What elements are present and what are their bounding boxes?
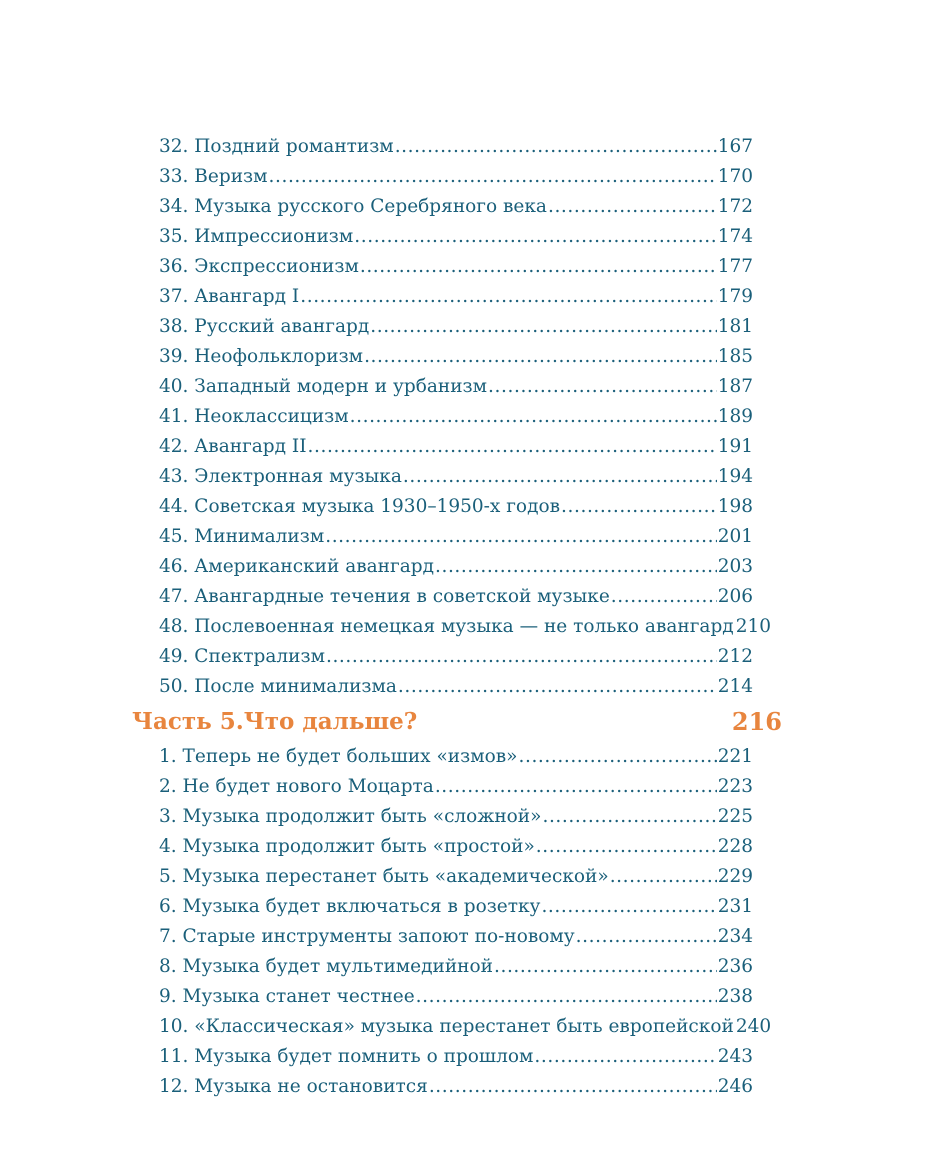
- toc-entry-page: 167: [717, 136, 753, 157]
- dot-leader: [326, 642, 717, 672]
- dot-leader: [370, 312, 716, 342]
- toc-entry-page: 206: [717, 586, 753, 607]
- toc-entry-page: 221: [717, 746, 753, 767]
- toc-entry-page: 189: [717, 406, 753, 427]
- toc-entry-page: 203: [717, 556, 753, 577]
- toc-entry[interactable]: [159, 772, 753, 802]
- toc-entry-title: 32. Поздний романтизм: [159, 136, 394, 157]
- dot-leader: [308, 432, 717, 462]
- toc-entry-title: 49. Спектрализм: [159, 646, 325, 667]
- dot-leader: [325, 522, 716, 552]
- toc-entry-title: 8. Музыка будет мультимедийной: [159, 956, 493, 977]
- toc-entry-title: 39. Неофольклоризм: [159, 346, 364, 367]
- toc-entry[interactable]: [159, 492, 753, 522]
- toc-entry-title: 43. Электронная музыка: [159, 466, 402, 487]
- toc-entry[interactable]: [159, 462, 753, 492]
- toc-entry[interactable]: [159, 892, 753, 922]
- toc-entry-page: 201: [717, 526, 753, 547]
- toc-entry-page: 214: [717, 676, 753, 697]
- toc-entry-page: 210: [735, 616, 771, 637]
- toc-entry-title: 6. Музыка будет включаться в розетку: [159, 896, 541, 917]
- dot-leader: [494, 952, 717, 982]
- dot-leader: [548, 192, 717, 222]
- toc-entry-title: 48. Послевоенная немецкая музыка — не только авангард: [159, 616, 734, 637]
- toc-entry[interactable]: [159, 862, 753, 892]
- toc-entry[interactable]: [159, 672, 753, 702]
- dot-leader: [354, 222, 716, 252]
- toc-entry[interactable]: [159, 192, 753, 222]
- toc-entry-page: 243: [717, 1046, 753, 1067]
- toc-entry-page: 172: [717, 196, 753, 217]
- toc-entry[interactable]: [159, 522, 753, 552]
- toc-entry-page: 170: [717, 166, 753, 187]
- dot-leader: [536, 832, 717, 862]
- dot-leader: [398, 672, 717, 702]
- toc-entry-page: 181: [717, 316, 753, 337]
- part-heading[interactable]: [132, 704, 782, 740]
- dot-leader: [488, 372, 717, 402]
- toc-entry-page: 228: [717, 836, 753, 857]
- toc-entry-title: 47. Авангардные течения в советской музыке: [159, 586, 610, 607]
- toc-entry[interactable]: [159, 1072, 753, 1102]
- toc-entry-title: 7. Старые инструменты запоют по-новому: [159, 926, 575, 947]
- dot-leader: [534, 1042, 716, 1072]
- dot-leader: [561, 492, 717, 522]
- toc-entry-title: 44. Советская музыка 1930–1950-х годов: [159, 496, 561, 517]
- toc-entry-page: 185: [717, 346, 753, 367]
- dot-leader: [269, 162, 717, 192]
- dot-leader: [610, 862, 717, 892]
- toc-entry[interactable]: [159, 982, 753, 1012]
- toc-entry-title: 37. Авангард I: [159, 286, 300, 307]
- toc-entry-page: 191: [717, 436, 753, 457]
- toc-entry-title: 33. Веризм: [159, 166, 268, 187]
- toc-entry-title: 40. Западный модерн и урбанизм: [159, 376, 488, 397]
- toc-entry-title: 5. Музыка перестанет быть «академической»: [159, 866, 609, 887]
- dot-leader: [403, 462, 717, 492]
- toc-entry-title: 2. Не будет нового Моцарта: [159, 776, 434, 797]
- toc-entry[interactable]: [159, 282, 753, 312]
- toc-entry-title: 10. «Классическая» музыка перестанет быть европейской: [159, 1016, 734, 1037]
- part-heading-title: Часть 5.Что дальше?: [132, 708, 418, 735]
- dot-leader: [395, 132, 717, 162]
- toc-entry-title: 36. Экспрессионизм: [159, 256, 359, 277]
- dot-leader: [435, 552, 717, 582]
- toc-entry[interactable]: [159, 342, 753, 372]
- toc-entry[interactable]: [159, 832, 753, 862]
- toc-entry-page: 229: [717, 866, 753, 887]
- toc-entry[interactable]: [159, 742, 753, 772]
- toc-entry-title: 42. Авангард II: [159, 436, 307, 457]
- dot-leader: [611, 582, 717, 612]
- toc-entry[interactable]: [159, 1042, 753, 1072]
- toc-entry[interactable]: [159, 432, 753, 462]
- dot-leader: [360, 252, 717, 282]
- toc-entry-title: 11. Музыка будет помнить о прошлом: [159, 1046, 534, 1067]
- dot-leader: [429, 1072, 717, 1102]
- toc-entry-title: 1. Теперь не будет больших «измов»: [159, 746, 518, 767]
- toc-entry-page: 198: [717, 496, 753, 517]
- dot-leader: [364, 342, 717, 372]
- dot-leader: [542, 802, 716, 832]
- toc-entry-page: 240: [735, 1016, 772, 1037]
- toc-entry-title: 41. Неоклассицизм: [159, 406, 349, 427]
- part-heading-page: 216: [731, 707, 782, 736]
- dot-leader: [300, 282, 716, 312]
- toc-entry-title: 4. Музыка продолжит быть «простой»: [159, 836, 535, 857]
- toc-entry-title: 50. После минимализма: [159, 676, 397, 697]
- toc-entry[interactable]: [159, 222, 753, 252]
- toc-entry-title: 3. Музыка продолжит быть «сложной»: [159, 806, 542, 827]
- toc-entry[interactable]: [159, 1012, 772, 1042]
- toc-entry-title: 9. Музыка станет честнее: [159, 986, 415, 1007]
- toc-entry[interactable]: [159, 552, 753, 582]
- toc-entry-page: 212: [717, 646, 753, 667]
- toc-entry[interactable]: [159, 252, 753, 282]
- dot-leader: [518, 742, 716, 772]
- dot-leader: [576, 922, 717, 952]
- toc-entry[interactable]: [159, 612, 771, 642]
- dot-leader: [416, 982, 717, 1012]
- toc-entry[interactable]: [159, 312, 753, 342]
- toc-entry-page: 225: [717, 806, 753, 827]
- toc-entry[interactable]: [159, 922, 753, 952]
- toc-entry[interactable]: [159, 642, 753, 672]
- toc-entry-title: 12. Музыка не остановится: [159, 1076, 428, 1097]
- dot-leader: [435, 772, 717, 802]
- toc-entry-page: 177: [717, 256, 753, 277]
- toc-entry[interactable]: [159, 582, 753, 612]
- toc-entry-title: 35. Импрессионизм: [159, 226, 354, 247]
- toc-entry-page: 174: [717, 226, 753, 247]
- toc-entry[interactable]: [159, 372, 753, 402]
- toc-entry[interactable]: [159, 402, 753, 432]
- toc-entry[interactable]: [159, 952, 753, 982]
- toc-entry[interactable]: [159, 162, 753, 192]
- toc-entry[interactable]: [159, 802, 753, 832]
- toc-entry-page: 234: [717, 926, 753, 947]
- dot-leader: [541, 892, 716, 922]
- dot-leader: [350, 402, 717, 432]
- toc-entry-page: 238: [717, 986, 753, 1007]
- toc-entry-title: 38. Русский авангард: [159, 316, 370, 337]
- toc-entry-page: 246: [717, 1076, 753, 1097]
- toc-entry-title: 45. Минимализм: [159, 526, 325, 547]
- toc-entry-page: 236: [717, 956, 753, 977]
- toc-entry-page: 194: [717, 466, 753, 487]
- toc-entry-page: 179: [717, 286, 753, 307]
- toc-entry-page: 187: [717, 376, 753, 397]
- toc-entry-title: 46. Американский авангард: [159, 556, 434, 577]
- toc-entry-page: 231: [717, 896, 753, 917]
- toc-entry-title: 34. Музыка русского Серебряного века: [159, 196, 547, 217]
- toc-entry[interactable]: [159, 132, 753, 162]
- toc-entry-page: 223: [717, 776, 753, 797]
